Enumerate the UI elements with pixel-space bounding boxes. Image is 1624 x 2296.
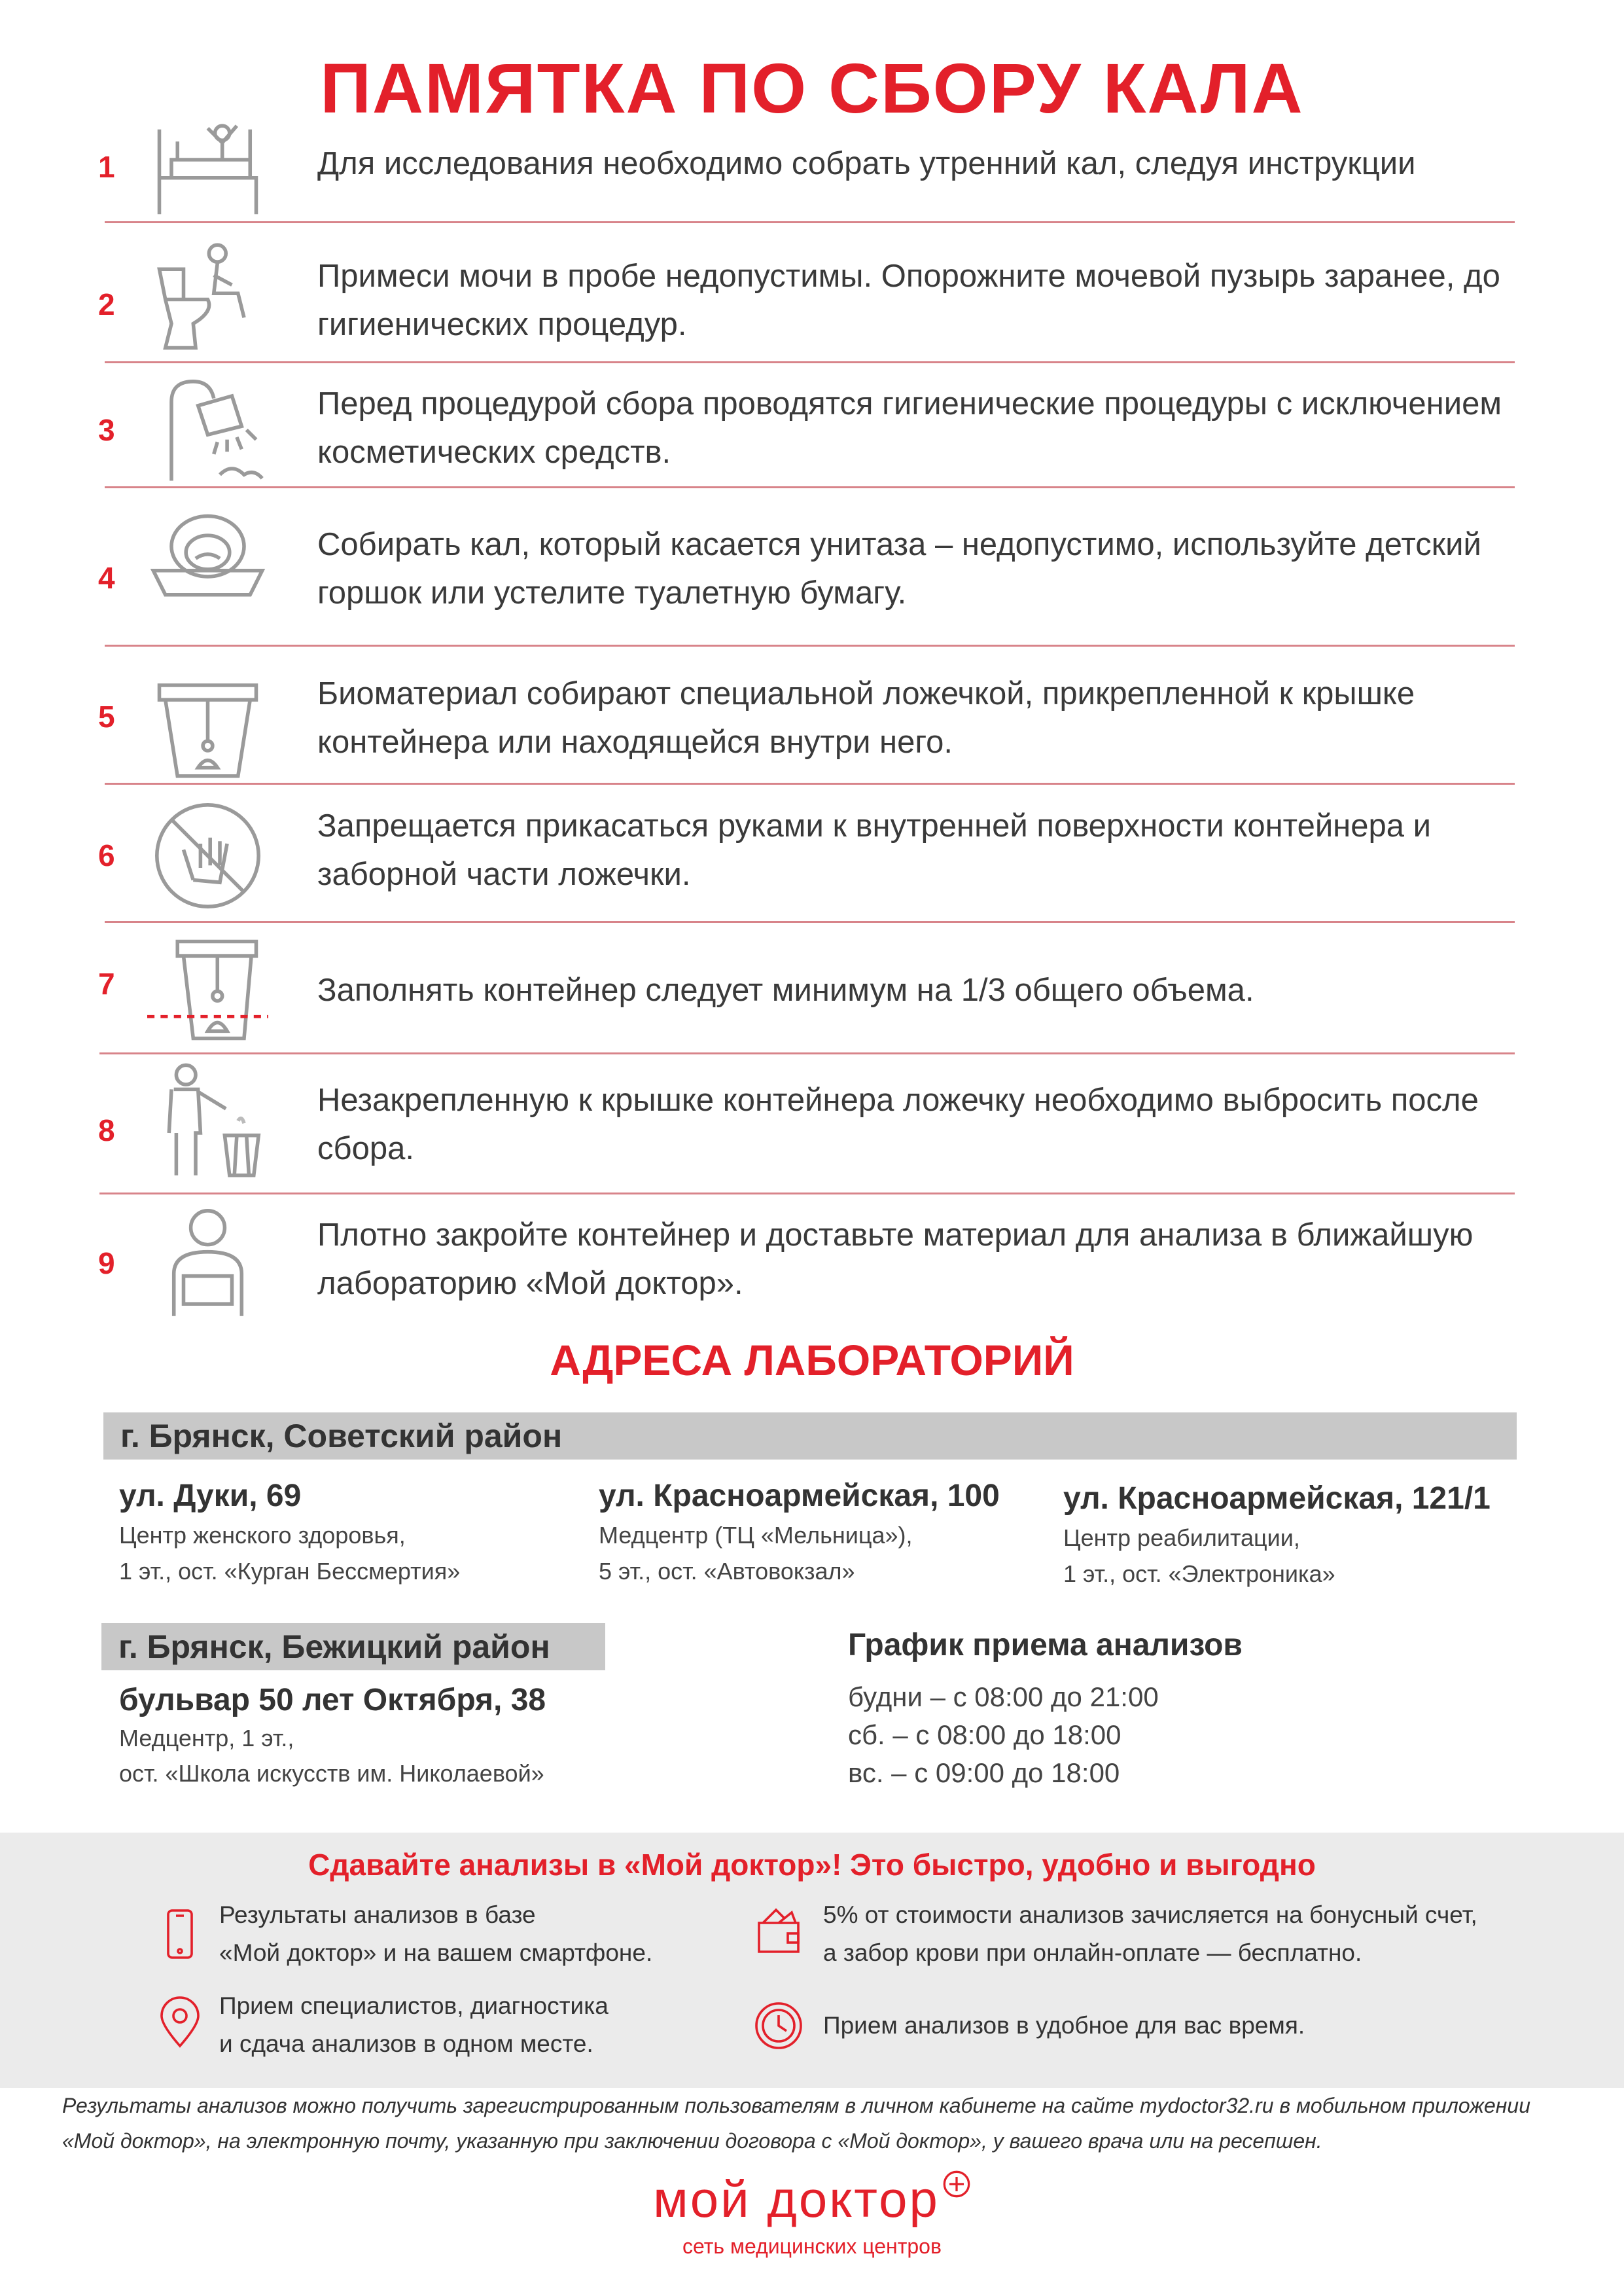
address-detail: 5 эт., ост. «Автовокзал» [599,1558,855,1585]
addresses-title: АДРЕСА ЛАБОРАТОРИЙ [550,1336,1074,1384]
benefit-text: а забор крови при онлайн-оплате — бесплатно. [823,1939,1362,1966]
divider [99,1193,1515,1194]
step-text-3: Перед процедурой сбора проводятся гигиенические процедуры с исключением косметических средств. [317,386,1502,470]
benefit-text: Прием анализов в удобное для вас время. [823,2012,1305,2039]
divider [105,361,1515,363]
step-text-9: Плотно закройте контейнер и доставьте материал для анализа в ближайшую лабораторию «Мой доктор». [317,1217,1474,1301]
step-text-2: Примеси мочи в пробе недопустимы. Опорожните мочевой пузырь заранее, до гигиенических процедур. [317,259,1500,342]
container-fill-icon [147,929,268,1050]
address-detail: Медцентр, 1 эт., [119,1725,294,1751]
address-detail: Центр реабилитации, [1063,1524,1300,1551]
step-text-5: Биоматериал собирают специальной ложечкой, прикрепленной к крышке контейнера или находящейся внутри него. [317,676,1415,760]
address-street: ул. Красноармейская, 121/1 [1063,1481,1491,1516]
district-header-sovetsky: г. Брянск, Советский район [103,1412,1517,1460]
address-detail: Медцентр (ТЦ «Мельница»), [599,1522,913,1549]
divider [105,783,1515,785]
step-text-6: Запрещается прикасаться руками к внутренней поверхности контейнера и заборной части ложечки. [317,808,1431,892]
address-street: ул. Дуки, 69 [119,1479,302,1513]
brand-logo [0,2170,1624,2259]
no-touch-hand-icon [147,795,268,916]
step-number-2: 2 [98,287,115,321]
page-title: ПАМЯТКА ПО СБОРУ КАЛА [320,48,1304,128]
step-number-5: 5 [98,700,115,734]
divider [105,921,1515,923]
step-number-9: 9 [98,1246,115,1280]
address-detail: 1 эт., ост. «Курган Бессмертия» [119,1558,461,1585]
benefit-text: 5% от стоимости анализов зачисляется на бонусный счет, [823,1901,1477,1928]
step-text-7: Заполнять контейнер следует минимум на 1/3 общего объема. [317,973,1254,1008]
district-header-bezhitsky: г. Брянск, Бежицкий район [101,1623,605,1670]
address-detail: 1 эт., ост. «Электроника» [1063,1560,1335,1587]
schedule-line: будни – с 08:00 до 21:00 [848,1681,1159,1712]
shower-icon [147,372,268,493]
benefits-heading: Сдавайте анализы в «Мой доктор»! Это быстро, удобно и выгодно [308,1848,1316,1882]
divider [105,486,1515,488]
schedule-title: График приема анализов [848,1628,1243,1662]
bed-waking-icon [147,111,268,232]
address-detail: Центр женского здоровья, [119,1522,406,1549]
delivery-person-icon [147,1201,268,1322]
footnote: Результаты анализов можно получить зарегистрированным пользователям в личном кабинете на сайте mydoctor32.ru в мобильном приложении «Мой доктор», на электронную почту, указанную при заключении договора с «Мой доктор», у вашего врача или на ресепшен. [62,2094,1530,2153]
step-number-6: 6 [98,838,115,872]
step-text-1: Для исследования необходимо собрать утренний кал, следуя инструкции [317,146,1416,181]
toilet-paper-icon [147,504,268,625]
schedule-line: сб. – с 08:00 до 18:00 [848,1719,1121,1750]
address-detail: ост. «Школа искусств им. Николаевой» [119,1760,544,1787]
divider [105,221,1515,223]
toilet-person-icon [147,239,268,360]
benefit-text: и сдача анализов в одном месте. [219,2030,593,2057]
step-text-8: Незакрепленную к крышке контейнера ложечку необходимо выбросить после сбора. [317,1083,1479,1166]
clock-icon [752,2000,805,2052]
container-spoon-icon [147,661,268,782]
step-number-3: 3 [98,413,115,447]
benefit-text: Результаты анализов в базе [219,1901,536,1928]
step-text-4: Собирать кал, который касается унитаза – недопустимо, используйте детский горшок или устелите туалетную бумагу. [317,527,1481,611]
benefit-text: «Мой доктор» и на вашем смартфоне. [219,1939,653,1966]
benefit-text: Прием специалистов, диагностика [219,1992,609,2019]
step-number-7: 7 [98,967,115,1001]
schedule-line: вс. – с 09:00 до 18:00 [848,1757,1120,1788]
logo-name: мой доктор [0,2170,1624,2229]
wallet-icon [752,1905,805,1957]
step-number-1: 1 [98,150,115,184]
logo-tagline: сеть медицинских центров [682,2234,942,2258]
step-number-4: 4 [98,561,115,595]
address-street: ул. Красноармейская, 100 [599,1479,1000,1513]
trash-person-icon [147,1060,268,1181]
location-pin-icon [154,1996,206,2049]
divider [105,645,1515,647]
address-street: бульвар 50 лет Октября, 38 [119,1683,546,1717]
divider [99,1052,1515,1054]
step-number-8: 8 [98,1113,115,1147]
smartphone-icon [154,1908,206,1960]
plus-icon [942,2170,971,2198]
